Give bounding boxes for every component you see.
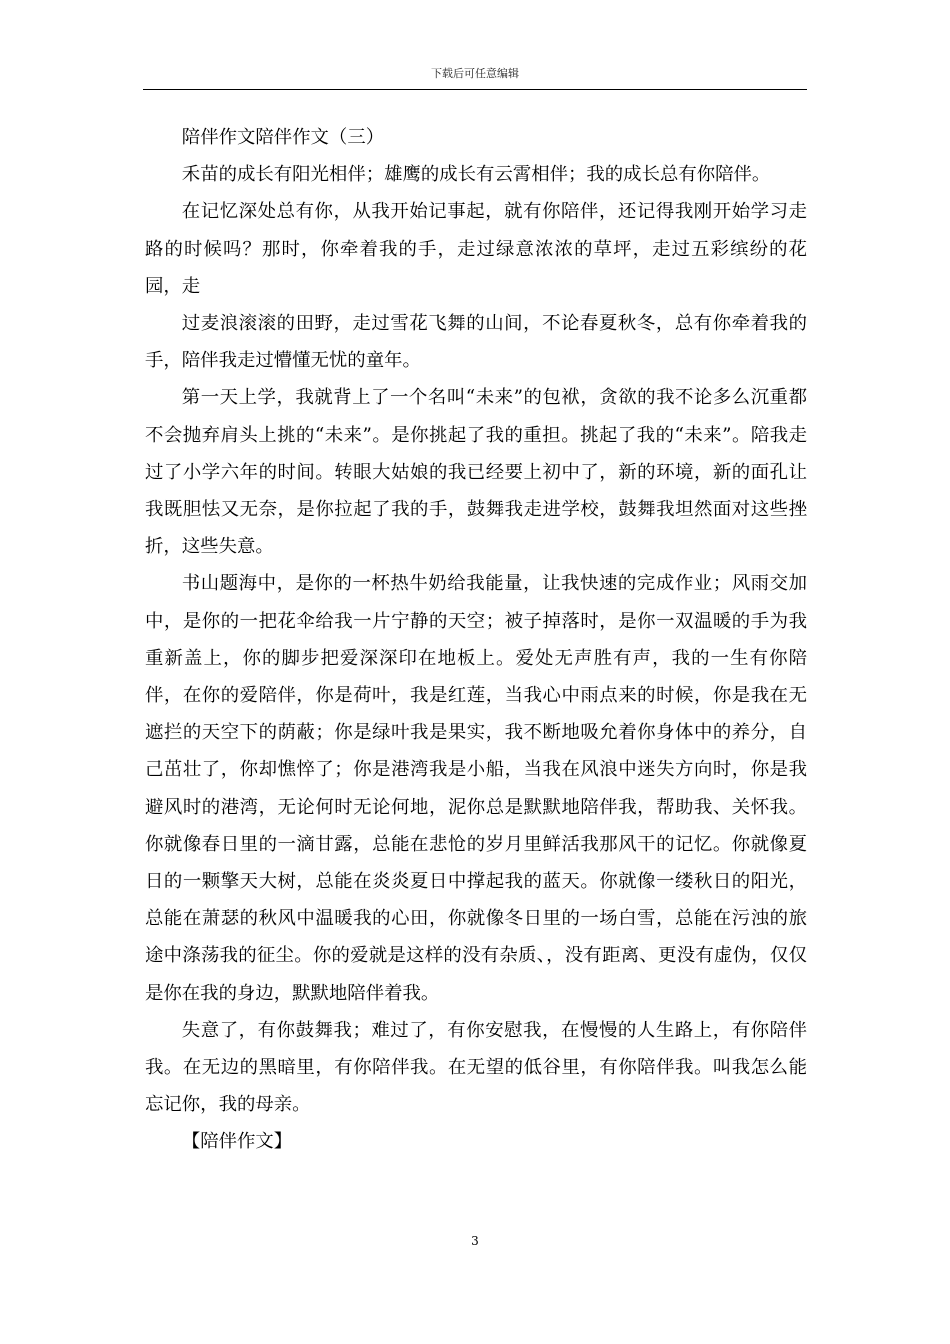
article-title: 陪伴作文陪伴作文（三） bbox=[181, 127, 385, 148]
page-header: 下载后可任意编辑 bbox=[431, 67, 519, 80]
paragraph: 失意了，有你鼓舞我；难过了，有你安慰我，在慢慢的人生路上，有你陪伴我。在无边的黑暗里，有你陪伴我。在无望的低谷里，有你陪伴我。叫我怎么能忘记你，我的母亲。 bbox=[145, 1019, 807, 1116]
article-body bbox=[145, 119, 807, 1161]
paragraph: 在记忆深处总有你，从我开始记事起，就有你陪伴，还记得我刚开始学习走路的时候吗？那时，你牵着我的手，走过绿意浓浓的草坪，走过五彩缤纷的花园，走 bbox=[145, 201, 807, 297]
paragraph: 书山题海中，是你的一杯热牛奶给我能量，让我快速的完成作业；风雨交加中，是你的一把花伞给我一片宁静的天空；被子掉落时，是你一双温暖的手为我重新盖上，你的脚步把爱深深印在地板上。爱处无声胜有声，我的一生有你陪伴，在你的爱陪伴，你是荷叶，我是红莲，当我心中雨点来的时候，你是我在无遮拦的天空下的荫蔽；你是绿叶我是果实，我不断地吸允着你身体中的养分，自己茁壮了，你却憔悴了；你是港湾我是小船，当我在风浪中迷失方向时，你是我避风时的港湾，无论何时无论何地，泥你总是默默地陪伴我，帮助我、关怀我。你就像春日里的一滴甘露，总能在悲怆的岁月里鲜活我那风干的记忆。你就像夏日的一颗擎天大树，总能在炎炎夏日中撑起我的蓝天。你就像一缕秋日的阳光，总能在萧瑟的秋风中温暖我的心田，你就像冬日里的一场白雪，总能在污浊的旅途中涤荡我的征尘。你的爱就是这样的没有杂质、，没有距离、更没有虚伪，仅仅是你在我的身边，默默地陪伴着我。 bbox=[145, 573, 807, 1004]
page-number: 3 bbox=[471, 1234, 479, 1248]
section-heading: 【陪伴作文】 bbox=[181, 1131, 293, 1153]
paragraph: 禾苗的成长有阳光相伴；雄鹰的成长有云霄相伴；我的成长总有你陪伴。 bbox=[181, 164, 771, 186]
paragraph: 过麦浪滚滚的田野，走过雪花飞舞的山间，不论春夏秋冬，总有你牵着我的手，陪伴我走过懵懂无忧的童年。 bbox=[145, 313, 807, 372]
paragraph: 第一天上学，我就背上了一个名叫“未来”的包袱，贪欲的我不论多么沉重都不会抛弃肩头上挑的“未来”。是你挑起了我的重担。挑起了我的“未来”。陪我走过了小学六年的时间。转眼大姑娘的我已经要上初中了，新的环境，新的面孔让我既胆怯又无奈，是你拉起了我的手，鼓舞我走进学校，鼓舞我坦然面对这些挫折，这些失意。 bbox=[145, 387, 807, 558]
header-divider bbox=[143, 89, 807, 90]
